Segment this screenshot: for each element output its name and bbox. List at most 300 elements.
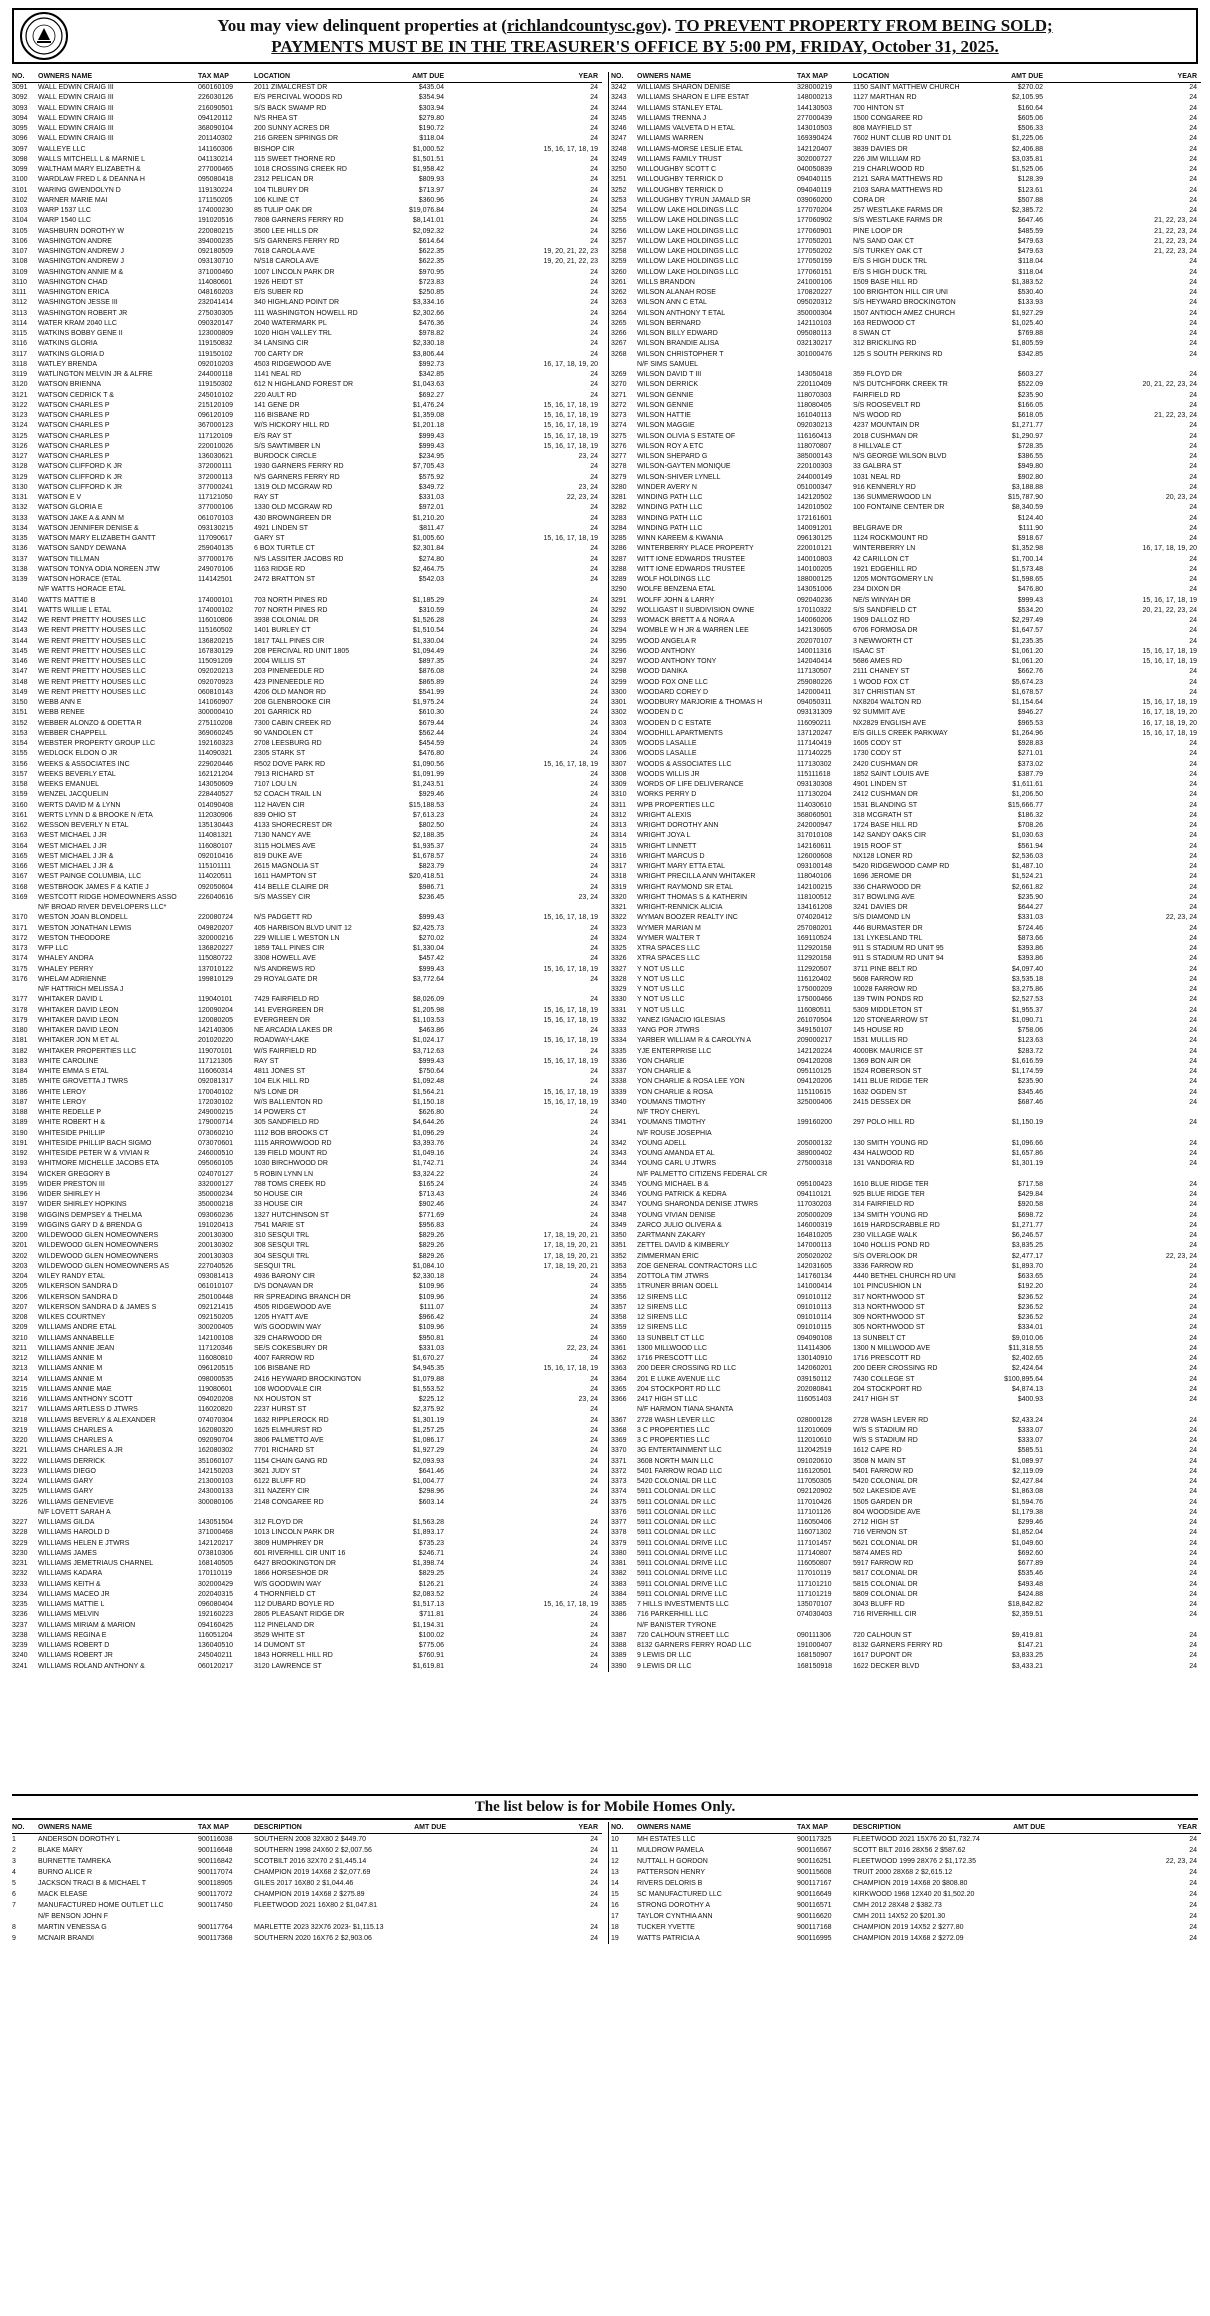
- table-row: [611, 288, 1201, 298]
- cell-no: 3107: [12, 248, 28, 255]
- cell-map: 112920158: [797, 955, 832, 963]
- cell-owner: WOOD FOX ONE LLC: [637, 678, 708, 686]
- cell-owner: WOLFE BENZENA ETAL: [637, 586, 716, 594]
- col-year: YEAR: [578, 73, 598, 80]
- cell-owner: 5911 COLONIAL DR LLC: [637, 1529, 716, 1537]
- cell-amt: $1,079.88: [412, 1375, 444, 1383]
- table-row: [611, 1170, 1201, 1180]
- cell-no: 3152: [12, 719, 28, 727]
- cell-owner: WARING GWENDOLYN D: [38, 186, 121, 194]
- cell-location: GARY ST: [254, 535, 285, 542]
- cell-no: 3332: [611, 1016, 627, 1024]
- table-row: [611, 1651, 1201, 1661]
- cell-year: 15, 16, 17, 18, 19: [543, 412, 598, 419]
- cell-location: 446 BURMASTER DR: [853, 924, 923, 932]
- cell-amt: $1,271.77: [1011, 1221, 1043, 1229]
- cell-year: 24: [1189, 350, 1197, 358]
- cell-no: 3213: [12, 1365, 28, 1373]
- cell-map: 143050418: [797, 371, 833, 378]
- cell-map: 226040616: [198, 893, 234, 901]
- cell-map: 114020511: [198, 873, 232, 881]
- cell-owner: WEST MICHAEL J JR &: [38, 863, 114, 870]
- cell-amt: $902.46: [418, 1201, 444, 1209]
- cell-map: 177050159: [797, 258, 833, 266]
- cell-owner: WOODS & ASSOCIATES LLC: [637, 760, 732, 768]
- cell-location: 911 S STADIUM RD UNIT 95: [853, 945, 944, 952]
- table-row: [611, 1395, 1201, 1405]
- cell-amt: $118.04: [1018, 258, 1043, 266]
- cell-owner: WILSON ANN C ETAL: [637, 299, 707, 307]
- cell-year: 24: [590, 1324, 598, 1332]
- cell-year: 24: [1189, 1447, 1197, 1455]
- cell-amt: $522.09: [1017, 381, 1043, 389]
- cell-map: 093131309: [797, 709, 833, 717]
- cell-map: 060120217: [198, 1662, 234, 1670]
- cell-location: 220 AULT RD: [254, 391, 297, 399]
- cell-no: 3191: [12, 1139, 28, 1147]
- table-row: [12, 1108, 602, 1118]
- table-row: [12, 831, 602, 841]
- cell-owner: WE RENT PRETTY HOUSES LLC: [38, 658, 146, 665]
- cell-amt: $829.26: [418, 1242, 444, 1250]
- mcell-no: 17: [611, 1913, 619, 1920]
- cell-amt: [394, 1508, 452, 1518]
- table-row: [611, 1539, 1201, 1549]
- cell-no: 3174: [12, 955, 28, 963]
- cell-amt: $3,806.44: [412, 350, 444, 358]
- cell-location: 1605 CODY ST: [853, 740, 902, 747]
- cell-no: 3313: [611, 822, 627, 829]
- cell-owner: WILLIAMS HAROLD D: [38, 1529, 110, 1537]
- cell-owner: WATLINGTON MELVIN JR & ALFRE: [38, 371, 153, 378]
- cell-amt: $1,061.20: [1011, 647, 1043, 655]
- cell-amt: $1,927.29: [412, 1447, 444, 1455]
- cell-map: 220010121: [797, 545, 833, 553]
- cell-year: 24: [1189, 586, 1197, 594]
- cell-owner: 204 STOCKPORT RD LLC: [637, 1385, 721, 1393]
- cell-no: 3146: [12, 658, 28, 665]
- table-row: [611, 268, 1201, 278]
- cell-location: 204 STOCKPORT RD: [853, 1385, 922, 1393]
- cell-location: 6122 BLUFF RD: [254, 1478, 306, 1485]
- cell-map: 141060907: [198, 699, 234, 706]
- table-row: [611, 421, 1201, 431]
- cell-amt: $270.02: [418, 934, 444, 942]
- table-row: [611, 298, 1201, 308]
- cell-location: 52 COACH TRAIL LN: [254, 791, 322, 799]
- cell-amt: $3,334.16: [412, 299, 444, 307]
- cell-no: 3349: [611, 1221, 627, 1229]
- cell-year: [1051, 1621, 1201, 1631]
- cell-no: 3262: [611, 289, 627, 296]
- cell-amt: $476.80: [418, 750, 444, 758]
- cell-owner: ZOTTOLA TIM JTWRS: [637, 1273, 709, 1280]
- cell-year: 24: [590, 1180, 598, 1188]
- cell-location: 13 SUNBELT CT: [853, 1334, 906, 1342]
- cell-location: 208 GLENBROOKE CIR: [254, 699, 331, 706]
- cell-owner: WILLIAMS FAMILY TRUST: [637, 155, 722, 163]
- cell-map: 261070504: [797, 1016, 833, 1024]
- cell-owner: WITT IONE EDWARDS TRUSTEE: [637, 555, 745, 563]
- cell-no: [12, 985, 38, 995]
- cell-location: BISHOP CIR: [254, 145, 295, 153]
- cell-map: 300200405: [198, 1324, 234, 1332]
- cell-location: 3308 HOWELL AVE: [254, 955, 316, 963]
- cell-map: 368090104: [198, 125, 234, 132]
- table-row: [611, 1518, 1201, 1528]
- cell-amt: $1,103.53: [412, 1016, 444, 1024]
- cell-map: 141160306: [198, 145, 233, 153]
- cell-year: 24: [590, 934, 598, 942]
- cell-owner: WALTHAM MARY ELIZABETH &: [38, 166, 141, 173]
- cell-amt: $345.46: [1017, 1088, 1043, 1096]
- mcell-no: 11: [611, 1847, 619, 1854]
- cell-owner: WEST PAINGE COLUMBIA, LLC: [38, 873, 142, 881]
- cell-no: 3378: [611, 1529, 627, 1537]
- cell-map: 114142501: [198, 576, 233, 583]
- headline-line-2: PAYMENTS MUST BE IN THE TREASURER'S OFFICE BY 5:00 PM, FRIDAY, October 31, 2025.: [271, 37, 999, 56]
- cell-location: 707 NORTH PINES RD: [254, 606, 328, 614]
- cell-map: 259040135: [198, 545, 234, 553]
- cell-map: 317010108: [797, 832, 833, 840]
- cell-no: 3201: [12, 1242, 28, 1250]
- cell-map: 301000476: [797, 350, 833, 358]
- cell-year: 24: [590, 709, 598, 717]
- cell-amt: $775.06: [418, 1642, 444, 1649]
- cell-owner: WEST MICHAEL J JR: [38, 842, 107, 850]
- cell-no: 3186: [12, 1088, 28, 1096]
- cell-no: 3216: [12, 1396, 28, 1403]
- cell-year: 24: [1189, 207, 1197, 214]
- cell-owner: WILLIAMS JAMES: [38, 1549, 97, 1557]
- cell-year: 24: [590, 924, 598, 932]
- cell-no: 3198: [12, 1211, 28, 1219]
- cell-year: 24: [590, 781, 598, 788]
- cell-no: 3247: [611, 135, 627, 143]
- cell-year: 24: [590, 1283, 598, 1291]
- cell-amt: $562.44: [418, 729, 444, 737]
- cell-owner: N/F BANISTER TYRONE: [637, 1621, 717, 1629]
- cell-year: 24: [590, 299, 598, 307]
- cell-year: 24: [1189, 1068, 1197, 1075]
- cell-location: WINTERBERRY LN: [853, 545, 916, 553]
- cell-location: 2121 SARA MATTHEWS RD: [853, 176, 943, 184]
- cell-location: 7541 MARIE ST: [254, 1221, 305, 1229]
- cell-amt: $109.96: [418, 1324, 444, 1332]
- cell-location: N/S ANDREWS RD: [254, 965, 316, 973]
- cell-amt: $723.83: [418, 278, 444, 286]
- cell-year: 24: [1189, 822, 1197, 829]
- cell-location: N/S LASSITER JACOBS RD: [254, 555, 344, 563]
- cell-map: 137120247: [797, 729, 833, 737]
- cell-location: 3621 JUDY ST: [254, 1467, 301, 1475]
- table-row: [12, 1026, 602, 1036]
- cell-owner: 5911 COLONIAL DRIVE LLC: [637, 1560, 728, 1567]
- cell-location: 4237 MOUNTAIN DR: [853, 422, 920, 430]
- cell-amt: [993, 1170, 1051, 1180]
- cell-location: 134 SMITH YOUNG RD: [853, 1211, 928, 1219]
- cell-location: 314 FAIRFIELD RD: [853, 1201, 915, 1209]
- table-row: [611, 1293, 1201, 1303]
- cell-map: 090111306: [797, 1631, 831, 1639]
- cell-location: 3529 WHITE ST: [254, 1631, 305, 1639]
- cell-owner: WATTS WILLIE L ETAL: [38, 606, 112, 614]
- table-row: [12, 1845, 602, 1856]
- cell-owner: WALLS MITCHELL L & MARNIE L: [38, 155, 145, 163]
- cell-no: 3338: [611, 1078, 627, 1086]
- mcell-year: 24: [590, 1935, 598, 1942]
- cell-location: 1612 CAPE RD: [853, 1447, 902, 1455]
- table-row: [611, 134, 1201, 144]
- mobile-right-header: [611, 1822, 1201, 1834]
- mcell-no: 15: [611, 1891, 619, 1898]
- cell-year: [452, 1508, 602, 1518]
- cell-location: 139 FIELD MOUNT RD: [254, 1150, 327, 1157]
- cell-location: N/S SAND OAK CT: [853, 237, 915, 245]
- mcell-year: 24: [590, 1891, 598, 1898]
- cell-location: 92 SUMMIT AVE: [853, 709, 906, 717]
- cell-owner: WILLIAMS CHARLES A JR: [38, 1447, 123, 1455]
- mcell-map: 900116251: [797, 1858, 832, 1865]
- cell-location: EVERGREEN DR: [254, 1016, 311, 1024]
- cell-owner: WATSON GLORIA E: [38, 504, 103, 512]
- cell-amt: $1,852.04: [1011, 1529, 1043, 1537]
- cell-owner: WILLOUGHBY TYRUN JAMALD SR: [637, 196, 751, 204]
- cell-year: 17, 18, 19, 20, 21: [543, 1242, 598, 1250]
- mcell-no: 6: [12, 1891, 16, 1898]
- mcell-amt: [995, 1889, 1053, 1900]
- cell-amt: $354.94: [418, 94, 444, 102]
- cell-year: 24: [590, 207, 598, 214]
- table-row: [12, 401, 602, 411]
- cell-year: 24: [590, 196, 598, 204]
- col-owner: OWNERS NAME: [637, 73, 692, 80]
- cell-no: 3358: [611, 1314, 627, 1321]
- cell-amt: $626.80: [418, 1109, 444, 1116]
- cell-amt: $1,352.98: [1011, 545, 1043, 553]
- table-row: [12, 268, 602, 278]
- mcell-no: 4: [12, 1869, 16, 1876]
- cell-location: [254, 985, 394, 995]
- cell-no: 3105: [12, 227, 28, 235]
- cell-map: 300080106: [198, 1498, 234, 1506]
- cell-amt: [993, 1621, 1051, 1631]
- cell-year: 24: [1189, 463, 1197, 471]
- table-row: [12, 534, 602, 544]
- table-row: [611, 104, 1201, 114]
- cell-location: 10028 FARROW RD: [853, 986, 918, 993]
- website-link[interactable]: richlandcountysc.gov: [506, 16, 662, 35]
- mcol-desc: DESCRIPTION: [254, 1824, 302, 1831]
- cell-owner: WATSON JAKE A & ANN M: [38, 514, 124, 522]
- cell-location: 5686 AMES RD: [853, 658, 903, 665]
- cell-year: 24: [1189, 688, 1197, 696]
- cell-year: 15, 16, 17, 18, 19: [543, 535, 598, 542]
- cell-no: 3388: [611, 1642, 627, 1649]
- cell-no: 3367: [611, 1416, 627, 1424]
- cell-year: 24: [1189, 1590, 1197, 1598]
- table-row: [12, 544, 602, 554]
- cell-amt: $360.96: [418, 196, 444, 204]
- cell-location: 1040 HOLLIS POND RD: [853, 1242, 930, 1250]
- cell-amt: $1,201.18: [412, 422, 444, 430]
- cell-location: CORA DR: [853, 196, 885, 204]
- cell-owner: WATSON CLIFFORD K JR: [38, 463, 122, 471]
- table-row: [611, 1467, 1201, 1477]
- cell-location: 2103 SARA MATTHEWS RD: [853, 186, 943, 194]
- mcell-no: 14: [611, 1880, 619, 1887]
- cell-location: 1500 CONGAREE RD: [853, 114, 923, 122]
- cell-year: 15, 16, 17, 18, 19: [543, 1037, 598, 1045]
- cell-amt: $1,330.04: [412, 637, 444, 645]
- cell-amt: $809.93: [418, 176, 444, 184]
- cell-owner: WEST MICHAEL J JR: [38, 832, 107, 840]
- cell-location: 1018 CROSSING CREEK RD: [254, 166, 347, 173]
- cell-owner: WILLIAMS GILDA: [38, 1519, 95, 1526]
- cell-location: 297 POLO HILL RD: [853, 1119, 915, 1127]
- cell-owner: WILSON CHRISTOPHER T: [637, 350, 724, 358]
- table-row: [12, 473, 602, 483]
- cell-map: 039150112: [797, 1375, 832, 1383]
- mcell-map: [198, 1911, 254, 1922]
- cell-owner: WRIGHT MARCUS D: [637, 852, 705, 860]
- cell-no: 3091: [12, 84, 28, 91]
- table-row: [12, 1600, 602, 1610]
- mcell-year: 24: [1189, 1935, 1197, 1942]
- cell-year: 24: [590, 791, 598, 799]
- mcell-owner: MCNAIR BRANDI: [38, 1935, 95, 1942]
- table-row: [611, 442, 1201, 452]
- cell-map: 140091201: [797, 524, 833, 532]
- cell-map: 117140225: [797, 750, 832, 758]
- cell-amt: $2,330.18: [412, 340, 444, 348]
- cell-owner: N/F LOVETT SARAH A: [38, 1508, 111, 1516]
- cell-year: 24: [1189, 1098, 1197, 1106]
- cell-no: 3207: [12, 1303, 28, 1311]
- cell-amt: $493.48: [1017, 1580, 1043, 1588]
- cell-location: 29 ROYALGATE DR: [254, 975, 318, 983]
- cell-no: 3101: [12, 186, 28, 194]
- mcol-no: NO.: [611, 1824, 624, 1831]
- cell-location: 34 LANSING CIR: [254, 340, 309, 348]
- cell-owner: WESTCOTT RIDGE HOMEOWNERS ASSO: [38, 893, 177, 901]
- cell-owner: 3 C PROPERTIES LLC: [637, 1437, 710, 1444]
- cell-amt: $717.58: [1017, 1180, 1043, 1188]
- cell-owner: 3608 NORTH MAIN LLC: [637, 1457, 714, 1465]
- cell-amt: $479.63: [1017, 237, 1043, 245]
- cell-no: 3199: [12, 1221, 28, 1229]
- cell-location: [254, 585, 394, 595]
- cell-no: 3126: [12, 442, 28, 450]
- cell-no: 3131: [12, 494, 28, 501]
- cell-map: 114090321: [198, 750, 233, 758]
- cell-location: 2420 CUSHMAN DR: [853, 760, 918, 768]
- cell-location: 6 BOX TURTLE CT: [254, 545, 315, 553]
- table-row: [611, 391, 1201, 401]
- cell-amt: $999.43: [418, 965, 444, 973]
- cell-no: 3220: [12, 1437, 28, 1444]
- cell-no: 3351: [611, 1242, 627, 1250]
- cell-location: 308 SESQUI TRL: [254, 1242, 310, 1250]
- table-row: [12, 1590, 602, 1600]
- cell-amt: $331.03: [1017, 914, 1043, 922]
- cell-year: [452, 985, 602, 995]
- table-row: [611, 1590, 1201, 1600]
- cell-location: 1696 JEROME DR: [853, 873, 912, 881]
- table-row: [611, 1313, 1201, 1323]
- cell-amt: $1,611.61: [1012, 781, 1043, 788]
- mcell-owner: MACK ELEASE: [38, 1891, 88, 1898]
- table-row: [12, 1139, 602, 1149]
- cell-owner: WRIGHT JOYA L: [637, 832, 691, 840]
- cell-amt: $435.04: [418, 84, 444, 91]
- cell-map: 202080841: [797, 1385, 833, 1393]
- table-row: [611, 257, 1201, 267]
- mcell-desc: SOUTHERN 2020 16X76 2 $2,903.06: [254, 1935, 372, 1942]
- cell-no: 3361: [611, 1344, 627, 1352]
- cell-year: 15, 16, 17, 18, 19: [543, 1098, 598, 1106]
- table-row: [611, 965, 1201, 975]
- cell-no: 3334: [611, 1037, 627, 1045]
- cell-map: 146000319: [797, 1221, 833, 1229]
- cell-amt: $8,026.09: [412, 996, 444, 1004]
- cell-map: 116120402: [797, 975, 832, 983]
- cell-location: 90 VANDOLEN CT: [254, 729, 313, 737]
- cell-amt: $750.64: [418, 1068, 444, 1075]
- cell-owner: WILDEWOOD GLEN HOMEOWNERS: [38, 1252, 159, 1260]
- cell-amt: [394, 985, 452, 995]
- cell-year: 24: [1189, 1303, 1197, 1311]
- delinquent-property-list: [12, 72, 1198, 1792]
- cell-no: 3148: [12, 678, 28, 686]
- cell-location: 1127 MARTHAN RD: [853, 94, 917, 102]
- table-row: [611, 688, 1201, 698]
- cell-location: 3839 DAVIES DR: [853, 145, 908, 153]
- cell-location: 3500 LEE HILLS DR: [254, 227, 319, 235]
- table-row: [611, 1221, 1201, 1231]
- cell-amt: $986.71: [418, 883, 444, 891]
- cell-year: 24: [590, 1488, 598, 1496]
- cell-amt: $966.42: [418, 1314, 444, 1321]
- cell-location: 6706 FORMOSA DR: [853, 627, 918, 635]
- cell-location: 101 PINCUSHION LN: [853, 1283, 922, 1291]
- cell-owner: 12 SIRENS LLC: [637, 1293, 688, 1301]
- table-row: [611, 1252, 1201, 1262]
- cell-amt: $1,476.24: [412, 401, 444, 409]
- cell-location: 2415 DESSEX DR: [853, 1098, 911, 1106]
- table-row: [12, 626, 602, 636]
- cell-year: 24: [590, 801, 598, 809]
- table-row: [611, 186, 1201, 196]
- cell-no: 3255: [611, 217, 627, 225]
- cell-year: 24: [1189, 1642, 1197, 1649]
- cell-owner: YOUMANS TIMOTHY: [637, 1119, 706, 1127]
- cell-map: 177050201: [797, 237, 833, 245]
- table-row: [12, 421, 602, 431]
- cell-year: [1051, 360, 1201, 370]
- cell-map: 049820207: [198, 924, 234, 932]
- cell-owner: WILLIAMS MIRIAM & MARION: [38, 1621, 136, 1629]
- table-row: [12, 93, 602, 103]
- table-row: [611, 534, 1201, 544]
- cell-no: 3280: [611, 483, 627, 491]
- cell-location: 230 VILLAGE WALK: [853, 1232, 918, 1239]
- cell-amt: [993, 1129, 1051, 1139]
- cell-owner: 716 PARKERHILL LLC: [637, 1611, 709, 1619]
- table-row: [611, 1129, 1201, 1139]
- table-row: [611, 575, 1201, 585]
- cell-amt: $429.84: [1017, 1191, 1043, 1198]
